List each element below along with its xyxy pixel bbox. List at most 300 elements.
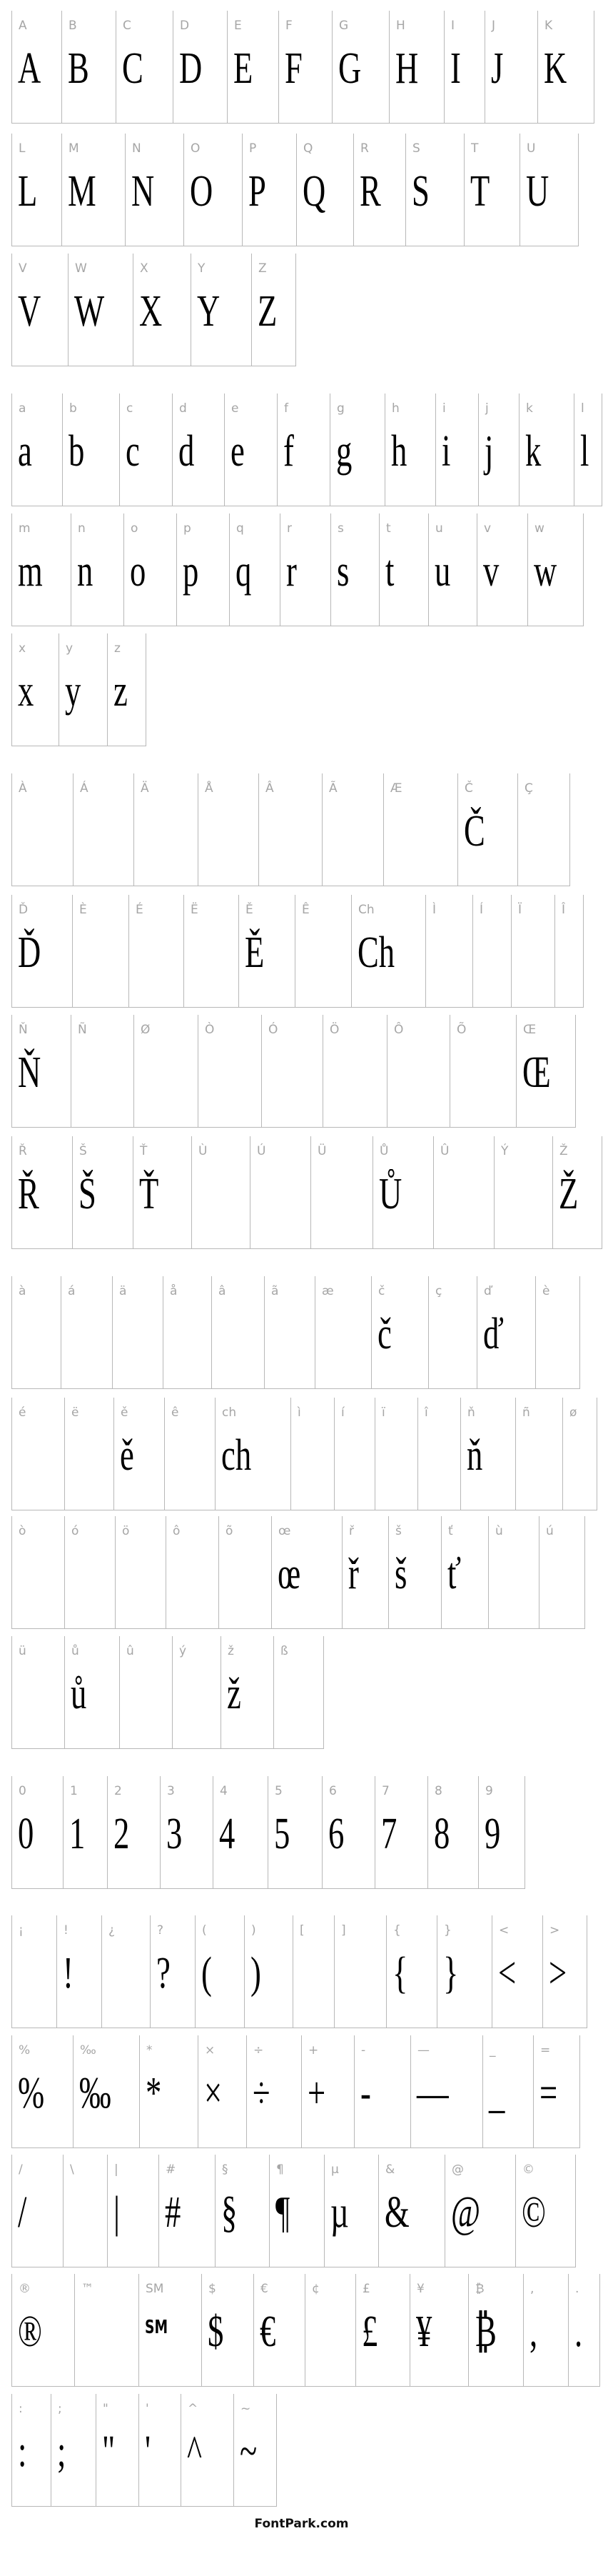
cell-glyph: 7 [381, 1810, 397, 1858]
glyph-cell [64, 1516, 115, 1629]
cell-label: Ž [559, 1144, 568, 1158]
glyph-cell [371, 1276, 428, 1389]
glyph-cell [388, 1516, 441, 1629]
cell-glyph: ¥ [416, 2307, 432, 2356]
glyph-cell [11, 134, 61, 246]
cell-label: œ [278, 1524, 291, 1538]
cell-label: ì [298, 1405, 301, 1420]
cell-glyph: ( [201, 1949, 212, 1998]
glyph-cell [101, 1915, 150, 2028]
glyph-cell [11, 1516, 64, 1629]
cell-label: à [19, 1284, 26, 1298]
cell-glyph: O [190, 167, 213, 216]
cell-glyph: t [385, 547, 395, 596]
cell-glyph: ! [63, 1949, 74, 1998]
glyph-cell [552, 1136, 602, 1249]
cell-glyph: k [525, 427, 542, 476]
cell-label: D [180, 19, 190, 33]
cell-glyph: ¶ [275, 2188, 290, 2237]
glyph-cell [437, 1915, 492, 2028]
cell-label: d [179, 401, 187, 416]
cell-glyph: Ž [559, 1170, 579, 1218]
cell-label: W [75, 261, 87, 276]
cell-glyph: G [338, 44, 362, 93]
cell-label: t [386, 521, 391, 536]
glyph-cell [342, 1516, 388, 1629]
cell-glyph: Š [78, 1170, 96, 1218]
cell-label: ê [171, 1405, 179, 1420]
cell-label: n [78, 521, 86, 536]
glyph-cell [71, 513, 123, 626]
glyph-cell [537, 11, 594, 124]
glyph-cell [107, 1776, 160, 1889]
cell-label: s [338, 521, 344, 536]
cell-glyph: F [285, 44, 303, 93]
cell-glyph: 3 [166, 1810, 183, 1858]
glyph-cell [74, 2274, 138, 2387]
cell-glyph: R [360, 167, 381, 216]
cell-label: ' [146, 2402, 149, 2416]
cell-label: G [339, 19, 349, 33]
glyph-cell [133, 254, 191, 366]
cell-label: S [412, 141, 420, 156]
glyph-cell [181, 2394, 233, 2507]
cell-label: Í [480, 903, 484, 917]
glyph-cell [123, 513, 176, 626]
charmap-row-quotes-accents [11, 2394, 603, 2507]
glyph-cell [355, 2274, 410, 2387]
cell-label: ; [58, 2402, 62, 2416]
glyph-cell [334, 1398, 375, 1510]
glyph-cell [515, 1398, 562, 1510]
cell-label: Š [79, 1144, 87, 1158]
cell-glyph: = [539, 2069, 558, 2118]
cell-label: č [378, 1284, 385, 1298]
cell-label: ) [251, 1923, 256, 1938]
glyph-cell [351, 895, 425, 1008]
charmap-row-digits [11, 1776, 603, 1889]
cell-label: û [126, 1644, 134, 1658]
glyph-cell [515, 2155, 576, 2267]
glyph-cell [472, 895, 511, 1008]
cell-label: Ñ [78, 1023, 87, 1037]
cell-label: H [396, 19, 405, 33]
cell-label: È [79, 903, 87, 917]
glyph-cell [107, 2155, 158, 2267]
cell-glyph: D [179, 44, 203, 93]
cell-label: . [575, 2282, 579, 2296]
glyph-cell [198, 1015, 261, 1128]
glyph-cell [511, 895, 554, 1008]
glyph-cell [11, 2155, 63, 2267]
glyph-cell [477, 513, 527, 626]
charmap-row-accented-lowercase-3 [11, 1516, 603, 1629]
charmap-row-misc-symbols [11, 2155, 603, 2267]
glyph-cell [73, 773, 133, 886]
glyph-cell [201, 2274, 253, 2387]
cell-label: å [170, 1284, 178, 1298]
glyph-cell [445, 2155, 515, 2267]
cell-label: ß [280, 1644, 288, 1658]
glyph-cell [112, 1276, 163, 1389]
cell-glyph: % [18, 2069, 45, 2118]
glyph-cell [375, 1398, 417, 1510]
glyph-cell [61, 134, 125, 246]
glyph-cell [116, 11, 173, 124]
cell-glyph: ch [221, 1431, 252, 1480]
cell-glyph: $ [208, 2307, 224, 2356]
cell-glyph: _ [489, 2069, 505, 2118]
cell-label: Z [258, 261, 267, 276]
glyph-cell [56, 1915, 101, 2028]
glyph-cell [11, 2274, 74, 2387]
cell-label: Ï [518, 903, 522, 917]
charmap-row-uppercase-l-u [11, 134, 603, 246]
cell-label: @ [452, 2162, 464, 2177]
cell-label: ü [19, 1644, 26, 1658]
glyph-cell [164, 1398, 215, 1510]
charmap-row-accented-lowercase-4 [11, 1636, 603, 1749]
glyph-cell [11, 513, 71, 626]
cell-label: ¢ [312, 2282, 320, 2296]
cell-label: á [68, 1284, 76, 1298]
cell-label: J [492, 19, 496, 33]
cell-glyph: : [18, 2427, 27, 2476]
glyph-cell [385, 394, 435, 506]
cell-label: ä [119, 1284, 127, 1298]
cell-label: ò [19, 1524, 26, 1538]
glyph-cell [138, 2394, 181, 2507]
glyph-cell [68, 254, 133, 366]
cell-label: 2 [114, 1784, 122, 1798]
glyph-cell [574, 394, 602, 506]
glyph-cell [11, 1276, 61, 1389]
cell-glyph: l [580, 427, 589, 476]
cell-label: Ó [268, 1023, 278, 1037]
glyph-cell [138, 2274, 201, 2387]
glyph-cell [330, 394, 385, 506]
glyph-cell [160, 1776, 213, 1889]
glyph-cell [150, 1915, 195, 2028]
cell-glyph: w [534, 547, 557, 596]
glyph-cell [11, 1015, 71, 1128]
cell-glyph: N [131, 167, 155, 216]
glyph-cell [11, 394, 62, 506]
glyph-cell [533, 2035, 580, 2148]
cell-label: f [284, 401, 288, 416]
cell-label: Ç [525, 781, 533, 796]
glyph-cell [554, 895, 584, 1008]
charmap-row-lowercase-m-w [11, 513, 603, 626]
cell-glyph: r [286, 547, 297, 596]
glyph-cell [542, 1915, 587, 2028]
cell-glyph: ÷ [253, 2069, 270, 2118]
cell-label: Ä [141, 781, 149, 796]
cell-label: { [393, 1923, 401, 1938]
cell-label: Ò [205, 1023, 215, 1037]
cell-glyph: @ [451, 2188, 481, 2237]
glyph-cell [72, 1136, 133, 1249]
glyph-cell [301, 2035, 354, 2148]
glyph-cell [460, 1398, 515, 1510]
cell-label: ! [64, 1923, 69, 1938]
glyph-cell [191, 1136, 250, 1249]
cell-label: Ť [140, 1144, 148, 1158]
glyph-cell [389, 11, 444, 124]
charmap [0, 11, 603, 2507]
glyph-cell [258, 773, 322, 886]
glyph-cell [261, 1015, 323, 1128]
cell-glyph: c [126, 427, 140, 476]
glyph-cell [433, 1136, 494, 1249]
glyph-cell [295, 895, 351, 1008]
cell-label: Ü [318, 1144, 327, 1158]
cell-label: ë [71, 1405, 79, 1420]
cell-glyph: E [233, 44, 253, 93]
cell-label: Ý [501, 1144, 509, 1158]
cell-label: | [114, 2162, 118, 2177]
charmap-row-accented-lowercase-2 [11, 1398, 603, 1510]
cell-glyph: A [18, 44, 41, 93]
glyph-cell [172, 1636, 221, 1749]
glyph-cell [477, 1276, 535, 1389]
glyph-cell [464, 134, 520, 246]
cell-label: â [218, 1284, 226, 1298]
glyph-cell [11, 1398, 64, 1510]
glyph-cell [332, 11, 389, 124]
cell-glyph: v [483, 547, 500, 596]
cell-label: ch [222, 1405, 237, 1420]
cell-label: Q [303, 141, 313, 156]
glyph-cell [176, 513, 229, 626]
cell-glyph: 2 [113, 1810, 130, 1858]
glyph-cell [562, 1398, 597, 1510]
glyph-cell [485, 11, 537, 124]
cell-glyph: 0 [18, 1810, 34, 1858]
cell-glyph: Ť [139, 1170, 159, 1218]
cell-glyph: 5 [274, 1810, 290, 1858]
cell-glyph: i [442, 427, 451, 476]
cell-label: ř [349, 1524, 354, 1538]
glyph-cell [11, 1776, 63, 1889]
glyph-cell [115, 1516, 166, 1629]
charmap-row-accented-uppercase-2 [11, 895, 603, 1008]
cell-glyph: f [283, 427, 294, 476]
cell-label: ñ [522, 1405, 530, 1420]
cell-label: ¶ [276, 2162, 284, 2177]
glyph-cell [310, 1136, 373, 1249]
cell-label: Ù [198, 1144, 208, 1158]
cell-glyph: q [235, 547, 252, 596]
glyph-cell [215, 2155, 269, 2267]
cell-glyph: Ň [18, 1048, 41, 1097]
cell-label: # [166, 2162, 176, 2177]
cell-label: E [234, 19, 242, 33]
cell-label: I [451, 19, 455, 33]
glyph-cell [427, 1776, 478, 1889]
cell-label: ¿ [108, 1923, 116, 1938]
cell-label: = [540, 2043, 551, 2058]
cell-glyph: Ř [18, 1170, 39, 1218]
glyph-cell [191, 254, 251, 366]
cell-glyph: . [574, 2307, 583, 2356]
cell-glyph: U [526, 167, 549, 216]
cell-label: Ö [330, 1023, 340, 1037]
glyph-cell [11, 1636, 64, 1749]
cell-glyph: b [69, 427, 85, 476]
cell-glyph: S [412, 167, 430, 216]
glyph-cell [244, 1915, 293, 2028]
cell-glyph: ^ [187, 2427, 202, 2476]
cell-glyph: a [18, 427, 32, 476]
cell-glyph: § [221, 2188, 238, 2237]
cell-label: , [530, 2282, 534, 2296]
glyph-cell [330, 513, 379, 626]
cell-label: q [236, 521, 244, 536]
glyph-cell [450, 1015, 516, 1128]
cell-glyph: / [18, 2188, 27, 2237]
cell-glyph: > [549, 1949, 567, 1998]
cell-label: ď [484, 1284, 492, 1298]
cell-label: _ [490, 2043, 496, 2058]
glyph-cell [373, 1136, 433, 1249]
glyph-cell [478, 1776, 525, 1889]
cell-label: è [542, 1284, 550, 1298]
glyph-cell [62, 394, 119, 506]
glyph-cell [113, 1398, 164, 1510]
glyph-cell [224, 394, 277, 506]
cell-label: " [103, 2402, 108, 2416]
glyph-cell [11, 254, 68, 366]
cell-glyph: ? [156, 1949, 171, 1998]
cell-label: Û [440, 1144, 450, 1158]
glyph-cell [386, 1915, 437, 2028]
cell-label: Ch [358, 903, 375, 917]
cell-glyph: Y [197, 287, 221, 336]
cell-glyph: Č [464, 807, 485, 856]
cell-label: Ì [432, 903, 437, 917]
cell-glyph: ) [250, 1949, 261, 1998]
cell-glyph: X [139, 287, 163, 336]
cell-label: L [19, 141, 26, 156]
glyph-cell [251, 254, 296, 366]
glyph-cell [96, 2394, 138, 2507]
cell-label: Å [205, 781, 213, 796]
cell-label: 7 [382, 1784, 390, 1798]
cell-label: ó [71, 1524, 79, 1538]
glyph-cell [271, 1516, 342, 1629]
cell-label: ø [569, 1405, 577, 1420]
cell-label: $ [208, 2282, 216, 2296]
cell-label: 3 [167, 1784, 175, 1798]
cell-label: ž [228, 1644, 234, 1658]
footer-brand: FontPark.com [254, 2517, 349, 2531]
glyph-cell [387, 1015, 450, 1128]
charmap-row-accented-uppercase-3 [11, 1015, 603, 1128]
glyph-cell [198, 773, 258, 886]
cell-label: o [131, 521, 138, 536]
glyph-cell [215, 1398, 290, 1510]
cell-glyph: £ [362, 2307, 378, 2356]
cell-label: ( [202, 1923, 207, 1938]
cell-label: < [499, 1923, 510, 1938]
glyph-cell [211, 1276, 264, 1389]
glyph-cell [268, 1776, 322, 1889]
cell-glyph: I [450, 44, 461, 93]
cell-glyph: M [68, 167, 96, 216]
cell-label: ® [19, 2282, 31, 2296]
glyph-cell [535, 1276, 580, 1389]
cell-label: p [183, 521, 191, 536]
charmap-row-accented-lowercase-1 [11, 1276, 603, 1389]
cell-label: B [69, 19, 77, 33]
cell-glyph: C [122, 44, 143, 93]
glyph-cell [166, 1516, 218, 1629]
charmap-row-currency-symbols [11, 2274, 603, 2387]
cell-glyph: B [68, 44, 89, 93]
cell-label: F [285, 19, 293, 33]
cell-label: O [191, 141, 201, 156]
glyph-cell [63, 1776, 107, 1889]
cell-label: } [444, 1923, 452, 1938]
cell-label: c [126, 401, 133, 416]
glyph-cell [296, 134, 353, 246]
glyph-cell [107, 633, 146, 746]
cell-label: y [66, 641, 74, 656]
cell-label: 5 [275, 1784, 283, 1798]
cell-glyph: ď [483, 1310, 504, 1358]
cell-glyph: 4 [219, 1810, 235, 1858]
cell-label: A [19, 19, 27, 33]
cell-label: ť [448, 1524, 453, 1538]
cell-glyph: L [18, 167, 38, 216]
glyph-cell [73, 2035, 139, 2148]
glyph-cell [323, 1015, 387, 1128]
cell-label: : [19, 2402, 23, 2416]
cell-label: T [471, 141, 479, 156]
cell-label: + [308, 2043, 319, 2058]
cell-glyph: ‰ [79, 2069, 111, 2118]
glyph-cell [71, 1015, 133, 1128]
glyph-cell [519, 394, 574, 506]
cell-label: § [222, 2162, 228, 2177]
cell-glyph: y [65, 667, 81, 716]
cell-label: 4 [220, 1784, 228, 1798]
cell-glyph: Ě [245, 928, 265, 977]
cell-label: ÷ [253, 2043, 264, 2058]
glyph-cell [133, 1015, 198, 1128]
cell-label: — [417, 2043, 430, 2058]
cell-label: ¥ [417, 2282, 425, 2296]
cell-glyph: € [260, 2307, 276, 2356]
cell-label: À [19, 781, 27, 796]
glyph-cell [568, 2274, 600, 2387]
glyph-cell [315, 1276, 371, 1389]
cell-label: í [341, 1405, 345, 1420]
glyph-cell [280, 513, 330, 626]
glyph-cell [405, 134, 464, 246]
cell-label: 1 [70, 1784, 78, 1798]
glyph-cell [61, 11, 116, 124]
cell-label: € [260, 2282, 268, 2296]
cell-label: É [136, 903, 143, 917]
charmap-row-punctuation-brackets [11, 1915, 603, 2028]
cell-glyph: × [204, 2069, 223, 2118]
glyph-cell [51, 2394, 96, 2507]
cell-glyph: # [165, 2188, 181, 2237]
cell-glyph: u [435, 547, 451, 596]
glyph-cell [441, 1516, 488, 1629]
